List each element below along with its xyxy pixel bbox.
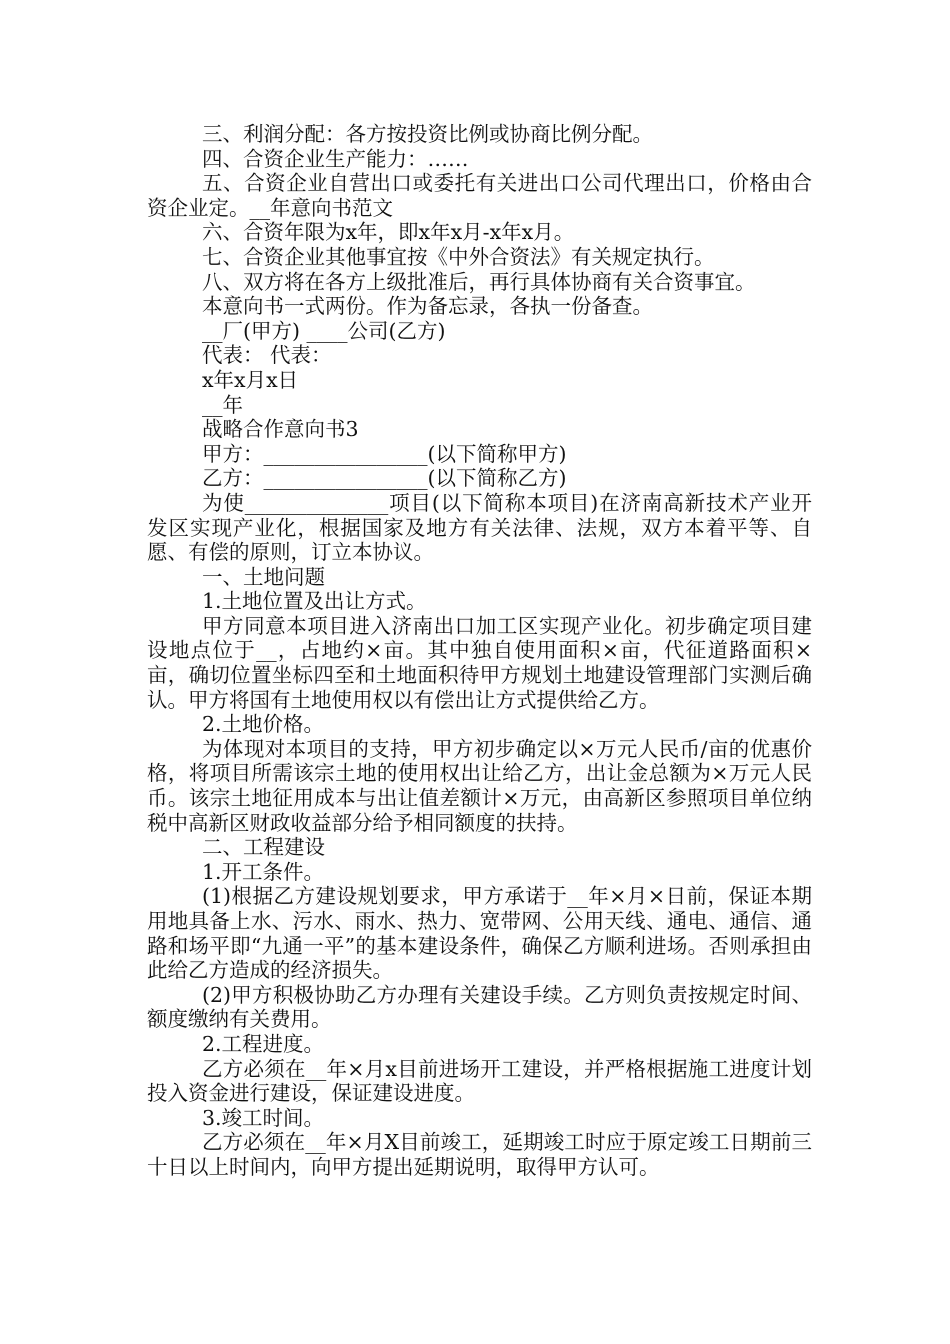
paragraph: 五、合资企业自营出口或委托有关进出口公司代理出口，价格由合资企业定。__年意向书范文 [147, 171, 812, 220]
paragraph: 3.竣工时间。 [202, 1105, 325, 1130]
paragraph: 七、合资企业其他事宜按《中外合资法》有关规定执行。 [202, 244, 715, 269]
paragraph: (2)甲方积极协助乙方办理有关建设手续。乙方则负责按规定时间、额度缴纳有关费用。 [147, 982, 812, 1032]
paragraph: 本意向书一式两份。作为备忘录，各执一份备查。 [202, 294, 653, 319]
paragraph: 代表： 代表： [202, 343, 332, 368]
paragraph: 六、合资年限为x年，即x年x月-x年x月。 [202, 220, 575, 245]
paragraph: 2.土地价格。 [202, 712, 325, 737]
paragraph: (1)根据乙方建设规划要求，甲方承诺于__年×月×日前，保证本期用地具备上水、污水、雨水、热力、宽带网、公用天线、通电、通信、通路和场平即“九通一平”的基本建设条件，确保乙方顺利进场。否则承担由此给乙方造成的经济损失。 [147, 884, 812, 983]
paragraph: x年x月x日 [202, 367, 299, 392]
paragraph: __厂(甲方) ____公司(乙方) [202, 318, 446, 343]
paragraph: 乙方必须在__年×月x目前进场开工建设，并严格根据施工进度计划投入资金进行建设，保证建设进度。 [147, 1056, 812, 1106]
paragraph: 甲方：________________(以下简称甲方) [202, 441, 567, 466]
paragraph: 1.土地位置及出让方式。 [202, 589, 427, 614]
document-body [147, 122, 812, 1180]
paragraph: 八、双方将在各方上级批准后，再行具体协商有关合资事宜。 [202, 269, 756, 294]
paragraph: 为使______________项目(以下简称本项目)在济南高新技术产业开发区实现产业化，根据国家及地方有关法律、法规，双方本着平等、自愿、有偿的原则，订立本协议。 [147, 490, 812, 565]
paragraph: 乙方：________________(以下简称乙方) [202, 466, 567, 491]
paragraph: 为体现对本项目的支持，甲方初步确定以×万元人民币/亩的优惠价格，将项目所需该宗土地的使用权出让给乙方，出让金总额为×万元人民币。该宗土地征用成本与出让值差额计×万元，由高新区参照项目单位纳税中高新区财政收益部分给予相同额度的扶持。 [147, 736, 812, 835]
paragraph: 乙方必须在__年×月X目前竣工，延期竣工时应于原定竣工日期前三十日以上时间内，向甲方提出延期说明，取得甲方认可。 [147, 1130, 812, 1179]
paragraph: __年 [202, 392, 243, 417]
paragraph: 2.工程进度。 [202, 1031, 325, 1056]
paragraph: 甲方同意本项目进入济南出口加工区实现产业化。初步确定项目建设地点位于__，占地约×亩。其中独自使用面积×亩，代征道路面积×亩，确切位置坐标四至和土地面积待甲方规划土地建设管理部门实测后确认。甲方将国有土地使用权以有偿出让方式提供给乙方。 [147, 613, 812, 712]
paragraph: 1.开工条件。 [202, 859, 325, 884]
paragraph: 战略合作意向书3 [202, 417, 359, 442]
paragraph: 二、工程建设 [202, 835, 325, 860]
paragraph: 三、利润分配：各方按投资比例或协商比例分配。 [202, 122, 653, 146]
paragraph: 一、土地问题 [202, 564, 325, 589]
paragraph: 四、合资企业生产能力：…… [202, 146, 469, 171]
